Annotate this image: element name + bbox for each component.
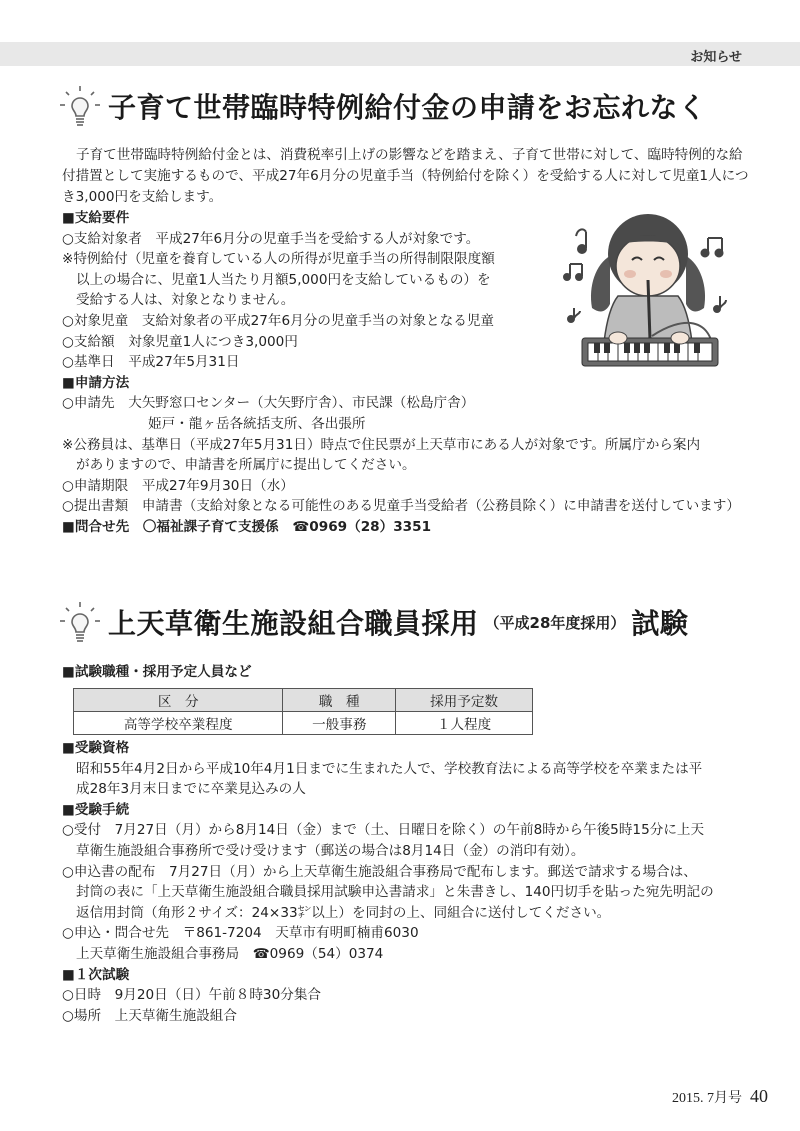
section1-heading [58,84,707,128]
line-eligibility-2: 成28年3月末日までに卒業見込みの人 [76,781,306,798]
line-distribution-2: 封筒の表に「上天草衛生施設組合職員採用試験申込書請求」と朱書きし、140円切手を貼った宛先明記の [76,884,714,901]
line-target-person: ○支給対象者 平成27年6月分の児童手当を受給する人が対象です。 [62,230,480,247]
line-eligibility: 昭和55年4月2日から平成10年4月1日までに生まれた人で、学校教育法による高等学校を卒業または平 [76,760,703,777]
table-header-cell: 区 分 [74,689,283,712]
heading-apply-method: ■申請方法 [62,374,130,391]
lightbulb-icon [58,600,102,644]
line-base-date: ○基準日 平成27年5月31日 [62,354,240,371]
section2-title: 上天草衛生施設組合職員採用 [108,607,479,640]
heading-requirements: ■支給要件 [62,210,130,226]
line-distribution: ○申込書の配布 7月27日（月）から上天草衛生施設組合事務局で配布します。郵送で請求する場合は、 [62,863,697,880]
issue-label: 2015. 7月号 [672,1091,742,1106]
section2-title-end: 試験 [631,607,689,640]
line-distribution-3: 返信用封筒（角形２サイズ：24×33㌢以上）を同封の上、同組合に送付してください。 [76,904,611,921]
lightbulb-icon [58,84,102,128]
line-exam-date: ○日時 9月20日（日）午前８時30分集合 [62,987,322,1004]
line-special-note-3: 受給する人は、対象となりません。 [76,292,295,309]
table-row [74,712,533,735]
line-contact: ■問合せ先 〇福祉課子育て支援係 ☎0969（28）3351 [62,518,432,535]
section1-title: 子育て世帯臨時特例給付金の申請をお忘れなく [108,91,707,124]
girl-melodica-illustration [548,196,748,386]
header-label: お知らせ [690,50,742,65]
line-special-note: ※特例給付（児童を養育している人の所得が児童手当の所得制限限度額 [62,251,495,268]
table-cell: １人程度 [396,712,533,735]
line-apply-place-2: 姫戸・龍ヶ岳各統括支所、各出張所 [148,415,366,432]
heading-eligibility: ■受験資格 [62,740,130,756]
line-apply-place: ○申請先 大矢野窓口センター（大矢野庁舎）、市民課（松島庁舎） [62,395,475,412]
table-header-cell: 職 種 [283,689,396,712]
line-documents: ○提出書類 申請書（支給対象となる可能性のある児童手当受給者（公務員除く）に申請書を送付しています） [62,498,740,515]
section1-intro: 子育て世帯臨時特例給付金とは、消費税率引上げの影響などを踏まえ、子育て世帯に対して、臨時特例的な給付措置として実施するもので、平成27年6月分の児童手当（特例給付を除く）を受給する人に対して児童1人につき3,000円を支給します。 [62,147,749,205]
page-number: 40 [750,1086,768,1106]
table-header-cell: 採用予定数 [396,689,533,712]
line-deadline: ○申請期限 平成27年9月30日（水） [62,477,294,494]
line-public-servant-2: がありますので、申請書を所属庁に提出してください。 [76,457,416,474]
line-contact-2: 上天草衛生施設組合事務局 ☎0969（54）0374 [76,945,384,962]
table-heading: ■試験職種・採用予定人員など [62,664,252,680]
section2-heading [58,600,688,644]
line-exam-place: ○場所 上天草衛生施設組合 [62,1007,237,1024]
line-contact: ○申込・問合せ先 〒861-7204 天草市有明町楠甫6030 [62,925,419,942]
section2-body [62,738,714,1026]
line-public-servant: ※公務員は、基準日（平成27年5月31日）時点で住民票が上天草市にある人が対象です。所属庁から案内 [62,436,701,453]
table-cell: 一般事務 [283,712,396,735]
exam-table [73,688,533,735]
heading-first-exam: ■１次試験 [62,966,130,983]
table-cell: 高等学校卒業程度 [74,712,283,735]
table-header-row [74,689,533,712]
line-special-note-2: 以上の場合に、児童1人当たり月額5,000円を支給しているもの）を [76,271,491,288]
footer [672,1086,768,1107]
line-target-child: ○対象児童 支給対象者の平成27年6月分の児童手当の対象となる児童 [62,312,495,329]
heading-procedure: ■受験手続 [62,801,130,818]
line-reception-2: 草衛生施設組合事務所で受け受けます（郵送の場合は8月14日（金）の消印有効）。 [76,842,585,859]
section2-title-sub: （平成28年度採用） [484,613,626,632]
line-amount: ○支給額 対象児童1人につき3,000円 [62,333,298,350]
header-band [0,42,800,66]
line-reception: ○受付 7月27日（月）から8月14日（金）まで（土、日曜日を除く）の午前8時から午後5時15分に上天 [62,822,705,839]
